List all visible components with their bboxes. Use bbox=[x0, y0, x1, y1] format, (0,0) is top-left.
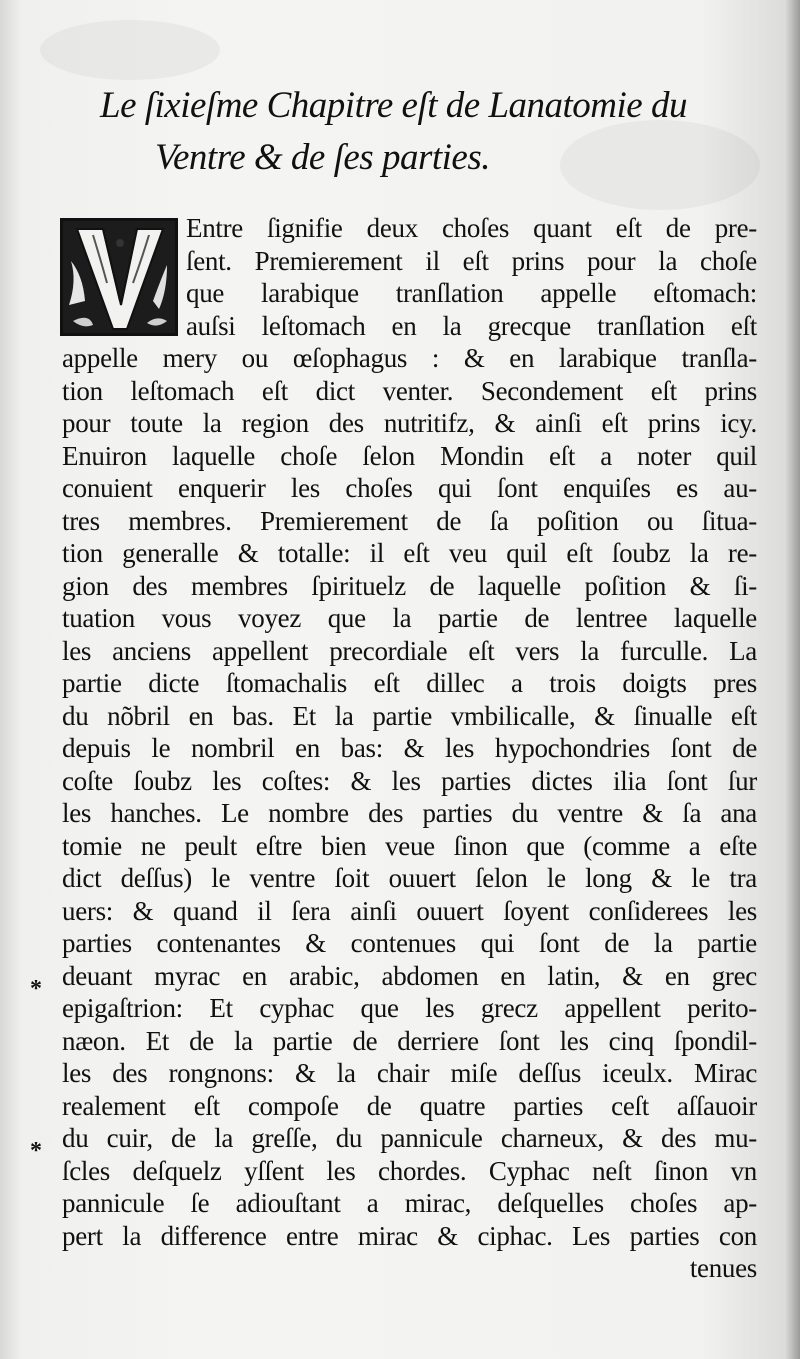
text-line: ſent. Premierement il eſt prins pour la choſe bbox=[186, 245, 757, 276]
text-line: gion des membres ſpirituelz de laquelle poſition & ſi- bbox=[62, 570, 757, 601]
text-line: parties contenantes & contenues qui ſont de la partie bbox=[62, 928, 757, 958]
text-line: realement eſt compoſe de quatre parties ceſt aſſauoir bbox=[62, 1090, 757, 1121]
text-line: Entre ſignifie deux choſes quant eſt de pre- bbox=[186, 213, 757, 243]
text-line: tion generalle & totalle: il eſt veu quil eſt ſoubz la re- bbox=[62, 538, 757, 568]
text-line: Enuiron laquelle choſe ſelon Mondin eſt a noter quil bbox=[62, 440, 757, 471]
text-line: du nõbril en bas. Et la partie vmbilicalle, & ſinualle eſt bbox=[62, 700, 757, 731]
text-line: partie dicte ſtomachalis eſt dillec a trois doigts pres bbox=[62, 668, 757, 698]
heading-line-1: Le ſixieſme Chapitre eſt de Lanatomie du bbox=[100, 85, 687, 126]
text-line: dict deſſus) le ventre ſoit ouuert ſelon le long & le tra bbox=[62, 863, 757, 893]
text-line: depuis le nombril en bas: & les hypochondries ſont de bbox=[62, 733, 757, 763]
text-line: que larabique tranſlation appelle eſtomach: bbox=[186, 278, 757, 308]
text-line: tomie ne peult eſtre bien veue ſinon que (comme a eſte bbox=[62, 830, 757, 861]
paper-stain bbox=[40, 20, 220, 80]
heading-line-2: Ventre & de ſes parties. bbox=[155, 137, 490, 178]
text-line: tion leſtomach eſt dict venter. Secondement eſt prins bbox=[62, 375, 757, 406]
chapter-heading bbox=[100, 80, 740, 184]
chapter-body bbox=[62, 212, 757, 1285]
text-line: tuation vous voyez que la partie de lentree laquelle bbox=[62, 603, 757, 633]
text-line: les anciens appellent precordiale eſt vers la furculle. La bbox=[62, 635, 757, 666]
text-line: ſcles deſquelz yſſent les chordes. Cyphac neſt ſinon vn bbox=[62, 1155, 757, 1186]
margin-asterisk: * bbox=[30, 1138, 42, 1164]
text-line: pour toute la region des nutritifz, & ainſi eſt prins icy. bbox=[62, 408, 757, 438]
margin-asterisk: * bbox=[30, 976, 42, 1002]
text-line: epigaſtrion: Et cyphac que les grecz appellent perito- bbox=[62, 993, 757, 1023]
text-line: pert la difference entre mirac & ciphac. Les parties con bbox=[62, 1220, 757, 1251]
text-line: les des rongnons: & la chair miſe deſſus iceulx. Mirac bbox=[62, 1058, 757, 1088]
text-line: auſsi leſtomach en la grecque tranſlation eſt bbox=[186, 310, 757, 341]
text-line: les hanches. Le nombre des parties du ventre & ſa ana bbox=[62, 798, 757, 828]
text-line: du cuir, de la greſſe, du pannicule charneux, & des mu- bbox=[62, 1123, 757, 1153]
text-line: deuant myrac en arabic, abdomen en latin, & en grec bbox=[62, 960, 757, 991]
text-line: pannicule ſe adiouſtant a mirac, deſquelles choſes ap- bbox=[62, 1188, 757, 1218]
text-line: uers: & quand il ſera ainſi ouuert ſoyent conſiderees les bbox=[62, 895, 757, 926]
text-line: tres membres. Premierement de ſa poſition ou ſitua- bbox=[62, 505, 757, 536]
text-line: coſte ſoubz les coſtes: & les parties dictes ilia ſont ſur bbox=[62, 765, 757, 796]
catchword: tenues bbox=[689, 1253, 757, 1283]
text-line: appelle mery ou œſophagus : & en larabique tranſla- bbox=[62, 343, 757, 373]
text-line: næon. Et de la partie de derriere ſont les cinq ſpondil- bbox=[62, 1025, 757, 1056]
text-line: conuient enquerir les choſes qui ſont enquiſes es au- bbox=[62, 473, 757, 503]
